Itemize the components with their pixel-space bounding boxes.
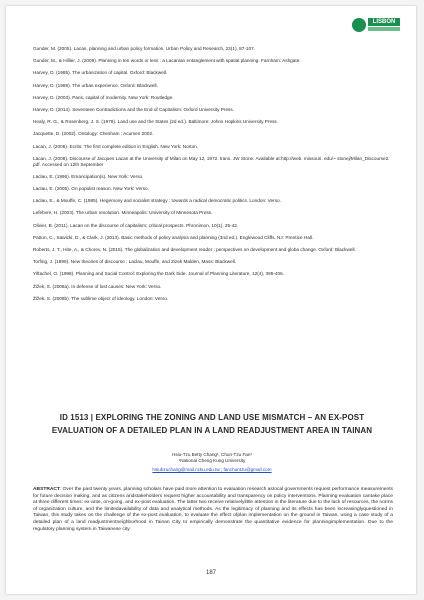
author-names: Hsiu-Tzu Betty Chang¹, Chun-Tzu Fan¹ bbox=[172, 452, 252, 457]
reference-item: Harvey, D. (1985). The urbanization of capital. Oxford: Blackwell. bbox=[33, 70, 168, 76]
logo-wordmark: LISBON bbox=[368, 18, 400, 26]
reference-item: Patton, C., Sawicki, D., & Clark, J. (2013). Basic methods of policy analysis and planning (3nd ed.). Englewood Cliffs, NJ: Prentice Hall. bbox=[33, 234, 314, 240]
reference-item: Lacan, J. (2008). Discourse of Jacques Lacan at the University of Milan on May 12, 1972. trans. JW Stone. Available at:http://web. missouri. edu/~ stonej/Milan_Discourse2. pdf. Accessed on 12th September bbox=[33, 155, 390, 167]
reference-item: Torfing, J. (1999). New theories of discourse : Laclau, Mouffe, and Zizek Malden, Mass: Blackwell. bbox=[33, 259, 237, 265]
paper-title: ID 1513 | EXPLORING THE ZONING AND LAND USE MISMATCH – AN EX-POST EVALUATION OF A DETAILED PLAN IN A LAND READJUSTMENT AREA IN TAINAN bbox=[51, 413, 373, 435]
author-block bbox=[42, 452, 382, 463]
reference-item: Harvey, D. (1989). The urban experience. Oxford: Blackwell. bbox=[33, 82, 158, 88]
reference-item: Lacan, J. (2006). Ecrits: The first complete edition in English. New York: Norton. bbox=[33, 143, 199, 149]
reference-list bbox=[33, 46, 393, 308]
reference-item: Gunder, M. (2005). Lacan, planning and urban policy formation. Urban Policy and Research, 23(1), 87-107. bbox=[33, 46, 256, 51]
reference-item: Roberts, J. T., Hite, A., & Chorev, N. (2015). The globalization and development reader : perspectives on development and globa change. Oxford: Blackwell. bbox=[33, 247, 356, 252]
reference-item: Žižek, S. (2008a). In defense of lost causes: New York: Verso. bbox=[33, 283, 162, 289]
reference-item: Harvey, D. (2014). Seventeen Contradictions and the End of Capitalism: Oxford University Press. bbox=[33, 106, 235, 112]
reference-item: Jacquette, D. (2002). Ontology: Chesham : Acumen 2002. bbox=[33, 131, 154, 137]
reference-item: Gunder, M., & Hillier, J. (2009). Planning in ten words or less : a Lacanian entanglement with spatial planning. Farnham: Ashgate. bbox=[33, 58, 301, 64]
reference-item: Laclau, E., & Mouffe, C. (1985). Hegemony and socialist strategy : towards a radical democratic politics. London: Verso. bbox=[33, 198, 281, 204]
reference-item: Yiftachel, O. (1998). Planning and Social Control: Exploring the Dark Side. Journal of Planning Literature, 12(4), 395-406. bbox=[33, 271, 285, 277]
author-emails-link[interactable]: hsiubzuchang@mail.ncku.edu.tw ; fanchuntzu@gmail.com bbox=[152, 467, 272, 472]
abstract-label: ABSTRACT bbox=[33, 487, 60, 492]
reference-item: Žižek, S. (2008b). The sublime object of ideology. London: Verso. bbox=[33, 295, 169, 301]
author-affiliation: ¹National Cheng Kung University bbox=[178, 457, 246, 463]
logo-subbar bbox=[368, 27, 400, 31]
reference-item: Laclau, E. (2005). On populist reason. New York: Verso. bbox=[33, 186, 149, 192]
reference-item: Healy, R. G., & Rosenberg, J. S. (1979). Land use and the States (2d ed.). Baltimore: Johns Hopkins University Press. bbox=[33, 119, 279, 125]
reference-item: Harvey, D. (2003). Paris, capital of modernity. New York: Routledge. bbox=[33, 94, 174, 100]
abstract-paragraph bbox=[33, 487, 393, 533]
reference-item: Laclau, E. (1996). Emancipation(s). New York: Verso. bbox=[33, 173, 144, 179]
reference-item: Lefebvre, H. (2003). The urban revolution. Minneapolis: University of Minnesota Press. bbox=[33, 210, 213, 216]
conference-logo bbox=[352, 15, 400, 35]
abstract-text: : Over the past twenty years, planning scholars have paid more attention to evaluation research asIocal governments request performance measurements for future decision making, and as citizens andstakeholders request higher accountability and transparency on policy interventions. Planning evaluation cantake place at three different times: ex-ante, on-going, and ex-post evaluation. The latter two receive relativelylittle attention in the literature due to the lack of resources, the norms of organization culture, and the limitedavailability of data and analytical methods. As the legitimacy of planning and its effects has been increasinglyquestioned in Taiwan, this study takes on the challenge of the ex-post evaluation, to evaluate the effect ofplan implementation on the ground in Taiwan, using a case study of a detailed plan of a land readjustmentneighborhood in Tainan City to empirically demonstrate the quantitative evidence for planningimplementation. Due to the regulatory planning system in Taiwanese city bbox=[33, 487, 393, 532]
document-page bbox=[6, 6, 416, 594]
reference-item: Olivier, B. (2011). Lacan on the discourse of capitalism; critical prospects. Phronimon, 10(1), 25-42. bbox=[33, 222, 239, 228]
page-number: 187 bbox=[205, 570, 216, 576]
logo-badge-icon bbox=[352, 18, 366, 32]
